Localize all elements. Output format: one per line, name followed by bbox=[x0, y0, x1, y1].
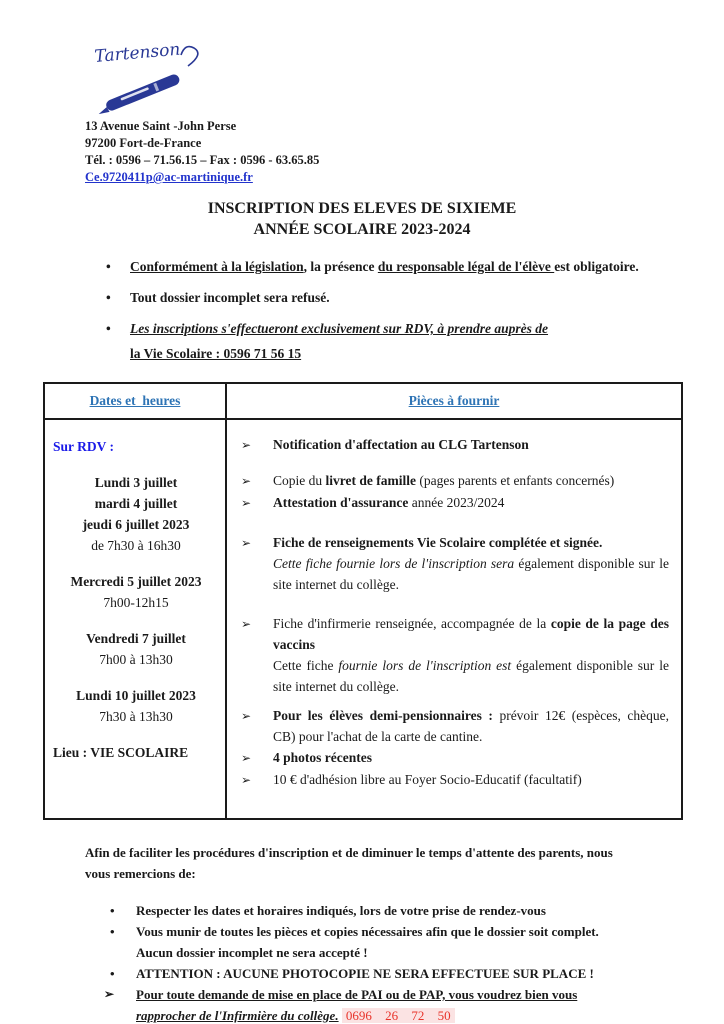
footer-bullet bbox=[110, 921, 684, 963]
text-run: fournie lors de l'inscription est bbox=[338, 658, 512, 673]
notice-item bbox=[106, 316, 646, 366]
col-header-pieces-label: Pièces à fournir bbox=[408, 393, 500, 408]
address-line: Tél. : 0596 – 71.56.15 – Fax : 0596 - 63.65.85 bbox=[85, 153, 320, 167]
time-line: 7h00 à 13h30 bbox=[99, 652, 173, 667]
date-line: Lundi 3 juillet bbox=[94, 475, 178, 490]
pieces-cell bbox=[226, 419, 682, 819]
text-run: ATTENTION : AUCUNE PHOTOCOPIE NE SERA EFFECTUEE SUR PLACE ! bbox=[136, 966, 594, 981]
piece-text bbox=[273, 470, 669, 492]
text-run: année 2023/2024 bbox=[408, 495, 505, 510]
text-run: Les inscriptions s'effectueront exclusivement sur RDV, à prendre auprès de bbox=[130, 321, 549, 336]
piece-text bbox=[273, 747, 669, 769]
bullet-icon: • bbox=[110, 924, 115, 939]
notice-item bbox=[106, 254, 646, 279]
arrow-bullet-icon: ➢ bbox=[241, 474, 252, 488]
notice-list bbox=[106, 254, 646, 366]
arrow-bullet-icon: ➢ bbox=[241, 751, 252, 765]
notice-item bbox=[106, 285, 646, 310]
text-run: 10 € d'adhésion libre au Foyer Socio-Educatif (facultatif) bbox=[273, 772, 582, 787]
text-run: livret de famille bbox=[325, 473, 416, 488]
footer-section bbox=[85, 842, 684, 1024]
piece-text bbox=[273, 705, 669, 747]
footer-bullet-text bbox=[136, 900, 684, 921]
bullet-icon: • bbox=[106, 259, 111, 274]
text-run: Afin de faciliter les procédures d'inscription et de diminuer le temps d'attente des parents, nous bbox=[85, 845, 613, 860]
text-run: Pour toute demande de mise en place de PAI ou de PAP, vous voudrez bien vous bbox=[136, 987, 578, 1002]
text-run: rapprocher de l'Infirmière du collège. bbox=[136, 1008, 339, 1023]
address-line: 13 Avenue Saint -John Perse bbox=[85, 119, 237, 133]
text-run: , la présence bbox=[303, 259, 378, 274]
notice-text bbox=[130, 316, 646, 366]
text-run: Copie du bbox=[273, 473, 326, 488]
arrow-bullet-icon: ➢ bbox=[241, 773, 252, 787]
piece-text bbox=[273, 434, 669, 456]
date-line: Lundi 10 juillet 2023 bbox=[76, 688, 196, 703]
text-run: Cette fiche fournie lors de l'inscription sera bbox=[273, 556, 515, 571]
inscription-table bbox=[43, 382, 683, 820]
text-run: Fiche de renseignements Vie Scolaire complétée et signée. bbox=[273, 535, 603, 550]
notice-text bbox=[130, 254, 646, 279]
bullet-icon: • bbox=[106, 321, 111, 336]
text-run: Aucun dossier incomplet ne sera accepté ! bbox=[136, 945, 368, 960]
date-line: jeudi 6 juillet 2023 bbox=[82, 517, 190, 532]
text-run: Vous munir de toutes les pièces et copies nécessaires afin que le dossier soit complet. bbox=[136, 924, 599, 939]
piece-text bbox=[273, 769, 669, 791]
address-line: 97200 Fort-de-France bbox=[85, 136, 202, 150]
time-line: 7h30 à 13h30 bbox=[99, 709, 173, 724]
table-header-row bbox=[44, 383, 682, 419]
time-line: 7h00-12h15 bbox=[103, 595, 169, 610]
address-block bbox=[85, 118, 724, 186]
text-run: 0696 26 72 50 bbox=[342, 1008, 455, 1023]
email-link[interactable]: Ce.9720411p@ac-martinique.fr bbox=[85, 170, 253, 184]
bullet-icon: • bbox=[110, 966, 115, 981]
logo-script-text: Tartenson bbox=[93, 40, 182, 67]
piece-item bbox=[241, 747, 669, 769]
arrow-bullet-icon: ➢ bbox=[104, 987, 115, 1001]
col-header-pieces bbox=[226, 383, 682, 419]
text-run: Tout dossier incomplet sera refusé. bbox=[130, 290, 330, 305]
piece-item bbox=[241, 434, 669, 456]
title-line-1: INSCRIPTION DES ELEVES DE SIXIEME bbox=[207, 200, 517, 217]
arrow-bullet-icon: ➢ bbox=[241, 438, 252, 452]
text-run: Notification d'affectation au CLG Tartenson bbox=[273, 437, 529, 452]
rdv-label: Sur RDV : bbox=[53, 439, 115, 454]
piece-text bbox=[273, 492, 669, 514]
piece-item bbox=[241, 470, 669, 492]
dates-cell bbox=[44, 419, 226, 819]
date-line: mardi 4 juillet bbox=[94, 496, 178, 511]
text-run: (pages parents et enfants concernés) bbox=[415, 473, 615, 488]
location-line: Lieu : VIE SCOLAIRE bbox=[53, 745, 189, 760]
notice-text bbox=[130, 285, 646, 310]
fountain-pen-icon bbox=[95, 73, 181, 114]
arrow-bullet-icon: ➢ bbox=[241, 709, 252, 723]
footer-bullet bbox=[110, 963, 684, 984]
piece-item bbox=[241, 613, 669, 697]
bullet-icon: • bbox=[106, 290, 111, 305]
footer-intro bbox=[85, 842, 684, 884]
col-header-dates-label: Dates et heures bbox=[89, 393, 181, 408]
text-run: 4 photos récentes bbox=[273, 750, 372, 765]
text-run: Respecter les dates et horaires indiqués, lors de votre prise de rendez-vous bbox=[136, 903, 546, 918]
text-run: copie de la page des vaccins bbox=[273, 616, 670, 652]
text-run: également disponible sur le site internet du collège. bbox=[273, 556, 669, 592]
piece-item bbox=[241, 769, 669, 791]
date-line: Vendredi 7 juillet bbox=[86, 631, 186, 646]
school-logo bbox=[85, 40, 215, 114]
footer-bullet-text bbox=[136, 921, 684, 963]
piece-item bbox=[241, 705, 669, 747]
document-header bbox=[0, 0, 724, 186]
footer-arrow-text bbox=[136, 984, 684, 1024]
text-run: Fiche d'infirmerie renseignée, accompagnée de la bbox=[273, 616, 551, 631]
date-line: Mercredi 5 juillet 2023 bbox=[70, 574, 202, 589]
text-run: la Vie Scolaire : 0596 71 56 15 bbox=[130, 346, 302, 361]
text-run: du responsable légal de l'élève bbox=[377, 259, 555, 274]
piece-text bbox=[273, 532, 669, 595]
footer-bullet-list bbox=[104, 900, 684, 1024]
piece-item bbox=[241, 492, 669, 514]
bullet-icon: • bbox=[110, 903, 115, 918]
time-line: de 7h30 à 16h30 bbox=[91, 538, 181, 553]
text-run: vous remercions de: bbox=[85, 866, 196, 881]
title-line-2: ANNÉE SCOLAIRE 2023-2024 bbox=[253, 221, 471, 238]
text-run: est obligatoire. bbox=[554, 259, 639, 274]
footer-bullet bbox=[110, 900, 684, 921]
col-header-dates bbox=[44, 383, 226, 419]
table-body-row bbox=[44, 419, 682, 819]
text-run: Conformément à la législation bbox=[130, 259, 304, 274]
footer-bullet-text bbox=[136, 963, 684, 984]
text-run: également disponible sur le site internet du collège. bbox=[273, 658, 669, 694]
text-run: prévoir 12€ (espèces, chèque, CB) pour l'achat de la carte de cantine. bbox=[273, 708, 669, 744]
piece-item bbox=[241, 532, 669, 595]
arrow-bullet-icon: ➢ bbox=[241, 617, 252, 631]
text-run: Pour les élèves demi-pensionnaires : bbox=[273, 708, 493, 723]
logo-flourish bbox=[181, 47, 198, 66]
piece-text bbox=[273, 613, 669, 697]
text-run: Cette fiche bbox=[273, 658, 339, 673]
arrow-bullet-icon: ➢ bbox=[241, 536, 252, 550]
footer-arrow-item bbox=[104, 984, 684, 1024]
text-run: Attestation d'assurance bbox=[273, 495, 409, 510]
arrow-bullet-icon: ➢ bbox=[241, 496, 252, 510]
page-title bbox=[0, 198, 724, 240]
